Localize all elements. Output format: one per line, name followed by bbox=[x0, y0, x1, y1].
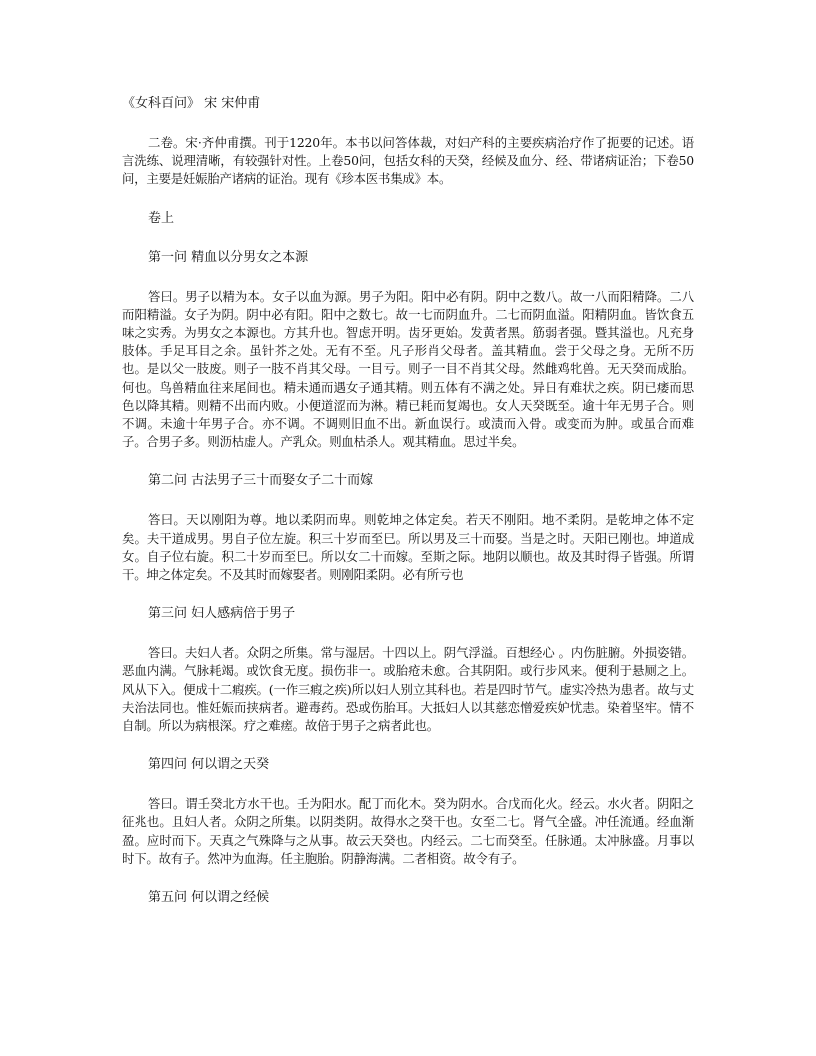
document-title: 《女科百问》 宋 宋仲甫 bbox=[122, 96, 261, 111]
section-1-answer: 答曰。男子以精为本。女子以血为源。男子为阳。阳中必有阴。阴中之数八。故一八而阳精降。二八而阳精溢。女子为阴。阴中必有阳。阳中之数七。故一七而阴血升。二七而阴血溢。阳精阴血。皆饮食五味之实秀。为男女之本源也。方其升也。智虑开明。齿牙更始。发黄者黑。筋弱者强。暨其溢也。凡充身肢体。手足耳目之余。虽针芥之处。无有不至。凡子形肖父母者。盖其精血。尝于父母之身。无所不历也。是以父一肢废。则子一肢不肖其父母。一目亏。则子一目不肖其父母。然雌鸡牝兽。无天癸而成胎。何也。鸟兽精血往来尾间也。精未通而遇女子通其精。则五体有不满之处。异日有难状之疾。阴已痿而思色以降其精。则精不出而内败。小便道涩而为淋。精已耗而复竭也。女人天癸既至。逾十年无男子合。则不调。未逾十年男子合。亦不调。不调则旧血不出。新血误行。或渍而入骨。或变而为肿。或虽合而难子。合男子多。则沥枯虚人。产乳众。则血枯杀人。观其精血。思过半矣。 bbox=[122, 288, 694, 450]
volume-heading: 卷上 bbox=[148, 210, 175, 226]
section-2-heading: 第二问 古法男子三十而娶女子二十而嫁 bbox=[148, 473, 374, 489]
section-2-answer: 答曰。天以刚阳为尊。地以柔阴而卑。则乾坤之体定矣。若天不刚阳。地不柔阴。是乾坤之体不定矣。夫干道成男。男自子位左旋。积三十岁而至巳。所以男及三十而娶。当是之时。天阳已刚也。坤道成女。自子位右旋。积二十岁而至巳。所以女二十而嫁。至斯之际。地阴以顺也。故及其时得子皆强。所谓干。坤之体定矣。不及其时而嫁娶者。则刚阳柔阴。必有所亏也 bbox=[122, 512, 694, 583]
section-5-heading: 第五问 何以谓之经候 bbox=[148, 890, 270, 906]
intro-paragraph: 二卷。宋·齐仲甫撰。刊于1220年。本书以问答体裁，对妇产科的主要疾病治疗作了扼要的记述。语言洗练、说理清晰，有较强针对性。上卷50问，包括女科的天癸，经候及血分、经、带诸病证治；下卷50问，主要是妊娠胎产诸病的证治。现有《珍本医书集成》本。 bbox=[122, 135, 694, 187]
section-4-answer: 答曰。谓壬癸北方水干也。壬为阳水。配丁而化木。癸为阴水。合戊而化火。经云。水火者。阴阳之征兆也。且妇人者。众阴之所集。以阴类阴。故得水之癸干也。女至二七。肾气全盛。冲任流通。经血渐盈。应时而下。天真之气殊降与之从事。故云天癸也。内经云。二七而癸至。任脉通。太冲脉盛。月事以时下。故有子。然冲为血海。任主胞胎。阴静海满。二者相资。故令有子。 bbox=[122, 796, 694, 866]
section-3-heading: 第三问 妇人感病倍于男子 bbox=[148, 606, 296, 622]
section-1-heading: 第一问 精血以分男女之本源 bbox=[148, 249, 309, 265]
document-body bbox=[122, 95, 694, 928]
section-3-answer: 答曰。夫妇人者。众阴之所集。常与湿居。十四以上。阴气浮溢。百想经心 。内伤脏腑。外损姿错。恶血内满。气脉耗竭。或饮食无度。损伤非一。或胎疮未愈。合其阴阳。或行步风来。便利于悬厕之上。风从下入。便成十二瘕疾。(一作三瘕之疾)所以妇人别立其科也。若是四时节气。虚实冷热为患者。故与丈夫治法同也。惟妊娠而挟病者。避毒药。恐或伤胎耳。大抵妇人以其慈恋憎爱疾妒忧恚。染着坚牢。情不自制。所以为病根深。疗之难瘥。故倍于男子之病者此也。 bbox=[122, 645, 694, 734]
section-4-heading: 第四问 何以谓之天癸 bbox=[148, 757, 270, 773]
